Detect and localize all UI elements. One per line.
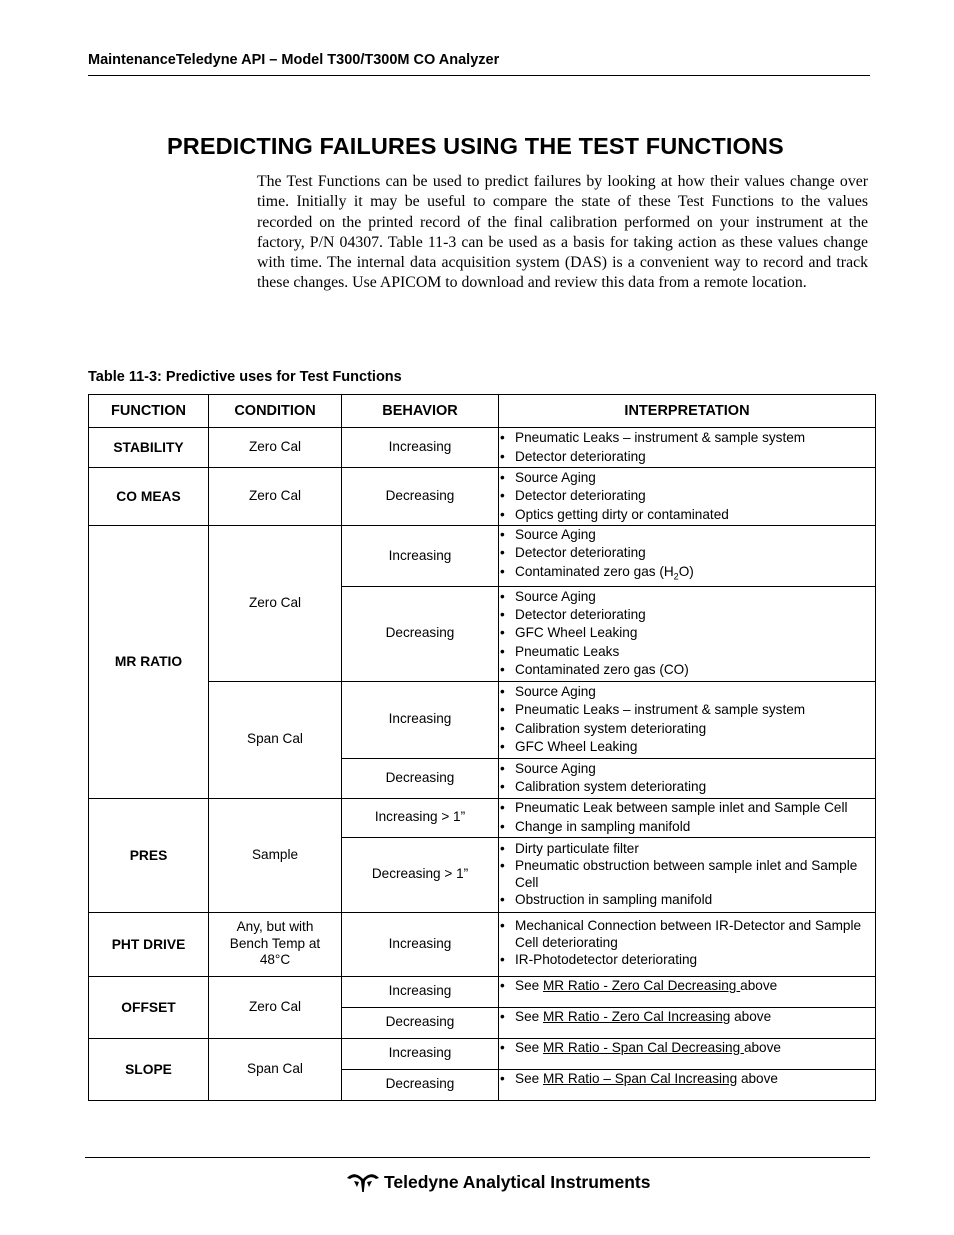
page-footer — [346, 1169, 650, 1195]
interpretation-cell — [499, 586, 876, 681]
list-item — [499, 1070, 875, 1088]
condition-cell: Any, but with Bench Temp at 48°C — [209, 912, 342, 976]
behavior-cell: Increasing > 1” — [342, 798, 499, 837]
see-text: See — [515, 1039, 540, 1055]
behavior-cell: Decreasing — [342, 1007, 499, 1038]
header-function: FUNCTION — [89, 395, 209, 428]
list-item: • Source Aging — [499, 683, 875, 701]
predictive-uses-table — [88, 394, 876, 1101]
condition-cell: Zero Cal — [209, 468, 342, 526]
table-row — [89, 1038, 876, 1069]
list-item: • GFC Wheel Leaking — [499, 624, 875, 642]
table-row — [89, 468, 876, 526]
behavior-cell: Increasing — [342, 526, 499, 587]
list-item: • Source Aging — [499, 588, 875, 606]
list-item: • Mechanical Connection between IR-Detector and Sample Cell deteriorating — [499, 918, 875, 951]
header-condition: CONDITION — [209, 395, 342, 428]
list-item-text: Contaminated zero gas (H — [515, 563, 674, 579]
footer-company-name: Teledyne Analytical Instruments — [384, 1171, 651, 1192]
teledyne-logo-icon — [346, 1171, 380, 1193]
list-item: • Change in sampling manifold — [499, 818, 875, 836]
above-text: above — [743, 1039, 781, 1055]
condition-cell: Sample — [209, 798, 342, 912]
condition-cell: Zero Cal — [209, 526, 342, 682]
list-item: • Obstruction in sampling manifold — [499, 891, 875, 909]
list-item: • Source Aging — [499, 469, 875, 487]
list-item: • Detector deteriorating — [499, 487, 875, 505]
function-cell: MR RATIO — [89, 526, 209, 799]
behavior-cell: Decreasing — [342, 586, 499, 681]
table-row — [89, 976, 876, 1007]
cross-reference-link[interactable]: MR Ratio - Zero Cal Increasing — [542, 1008, 731, 1024]
cross-reference-link[interactable]: MR Ratio - Span Cal Decreasing — [542, 1039, 744, 1055]
list-item: • Calibration system deteriorating — [499, 720, 875, 738]
function-cell: PRES — [89, 798, 209, 912]
list-item: • Detector deteriorating — [499, 544, 875, 562]
behavior-cell: Decreasing — [342, 468, 499, 526]
list-item: • Pneumatic Leaks – instrument & sample system — [499, 429, 875, 447]
list-item: • Optics getting dirty or contaminated — [499, 506, 875, 524]
above-text: above — [740, 977, 778, 993]
condition-cell: Zero Cal — [209, 428, 342, 468]
list-item — [499, 1008, 875, 1026]
behavior-cell: Decreasing — [342, 758, 499, 798]
interpretation-cell — [499, 758, 876, 798]
function-cell: PHT DRIVE — [89, 912, 209, 976]
interpretation-cell — [499, 798, 876, 837]
function-cell: STABILITY — [89, 428, 209, 468]
interpretation-cell — [499, 837, 876, 912]
table-row — [89, 798, 876, 837]
table-row — [89, 526, 876, 587]
footer-divider — [85, 1157, 870, 1158]
list-item — [499, 977, 875, 995]
list-item: • Pneumatic obstruction between sample inlet and Sample Cell — [499, 858, 875, 891]
list-item: • Dirty particulate filter — [499, 840, 875, 858]
list-item: • Calibration system deteriorating — [499, 778, 875, 796]
interpretation-cell — [499, 681, 876, 758]
list-item — [499, 1039, 875, 1057]
behavior-cell: Decreasing — [342, 1069, 499, 1100]
cross-reference-link[interactable]: MR Ratio - Zero Cal Decreasing — [542, 977, 741, 993]
interpretation-cell — [499, 976, 876, 1007]
section-title: PREDICTING FAILURES USING THE TEST FUNCTIONS — [167, 133, 784, 159]
page-header: MaintenanceTeledyne API – Model T300/T300M CO Analyzer — [88, 52, 870, 76]
interpretation-cell — [499, 912, 876, 976]
condition-cell: Span Cal — [209, 1038, 342, 1100]
interpretation-cell — [499, 1069, 876, 1100]
cross-reference-link[interactable]: MR Ratio – Span Cal Increasing — [542, 1070, 738, 1086]
list-item: • Pneumatic Leaks — [499, 643, 875, 661]
condition-cell: Span Cal — [209, 681, 342, 798]
behavior-cell: Increasing — [342, 681, 499, 758]
above-text: above — [740, 1070, 778, 1086]
interpretation-cell — [499, 428, 876, 468]
intro-paragraph: The Test Functions can be used to predict failures by looking at how their values change over time. Initially it may be useful to compare the state of these Test Functions to the values recorded on the printed record of the final calibration performed on your instrument at the factory, P/N 04307. Table 11-3 can be used as a basis for taking action as these values change with time. The internal data acquisition system (DAS) is a convenient way to record and track these changes. Use APICOM to download and review this data from a remote location. — [257, 173, 868, 292]
table-row — [89, 428, 876, 468]
table-header-row — [89, 395, 876, 428]
list-item: • Detector deteriorating — [499, 448, 875, 466]
behavior-cell: Increasing — [342, 1038, 499, 1069]
behavior-cell: Increasing — [342, 976, 499, 1007]
list-item-text: O) — [678, 563, 694, 579]
subscript: 2 — [673, 571, 679, 582]
list-item: • Detector deteriorating — [499, 606, 875, 624]
list-item: • Contaminated zero gas (CO) — [499, 661, 875, 679]
interpretation-cell — [499, 526, 876, 587]
interpretation-cell — [499, 468, 876, 526]
interpretation-cell — [499, 1038, 876, 1069]
list-item: • Pneumatic Leaks – instrument & sample system — [499, 701, 875, 719]
header-behavior: BEHAVIOR — [342, 395, 499, 428]
see-text: See — [515, 977, 540, 993]
above-text: above — [734, 1008, 772, 1024]
see-text: See — [515, 1008, 540, 1024]
list-item: • IR-Photodetector deteriorating — [499, 951, 875, 969]
header-interpretation: INTERPRETATION — [499, 395, 876, 428]
function-cell: OFFSET — [89, 976, 209, 1038]
behavior-cell: Decreasing > 1” — [342, 837, 499, 912]
table-caption: Table 11-3: Predictive uses for Test Functions — [88, 369, 402, 385]
see-text: See — [515, 1070, 540, 1086]
table-row — [89, 912, 876, 976]
interpretation-cell — [499, 1007, 876, 1038]
list-item: • Source Aging — [499, 760, 875, 778]
list-item: • Source Aging — [499, 526, 875, 544]
behavior-cell: Increasing — [342, 912, 499, 976]
function-cell: CO MEAS — [89, 468, 209, 526]
list-item — [499, 563, 875, 586]
function-cell: SLOPE — [89, 1038, 209, 1100]
list-item: • GFC Wheel Leaking — [499, 738, 875, 756]
list-item: • Pneumatic Leak between sample inlet and Sample Cell — [499, 799, 875, 817]
condition-cell: Zero Cal — [209, 976, 342, 1038]
behavior-cell: Increasing — [342, 428, 499, 468]
